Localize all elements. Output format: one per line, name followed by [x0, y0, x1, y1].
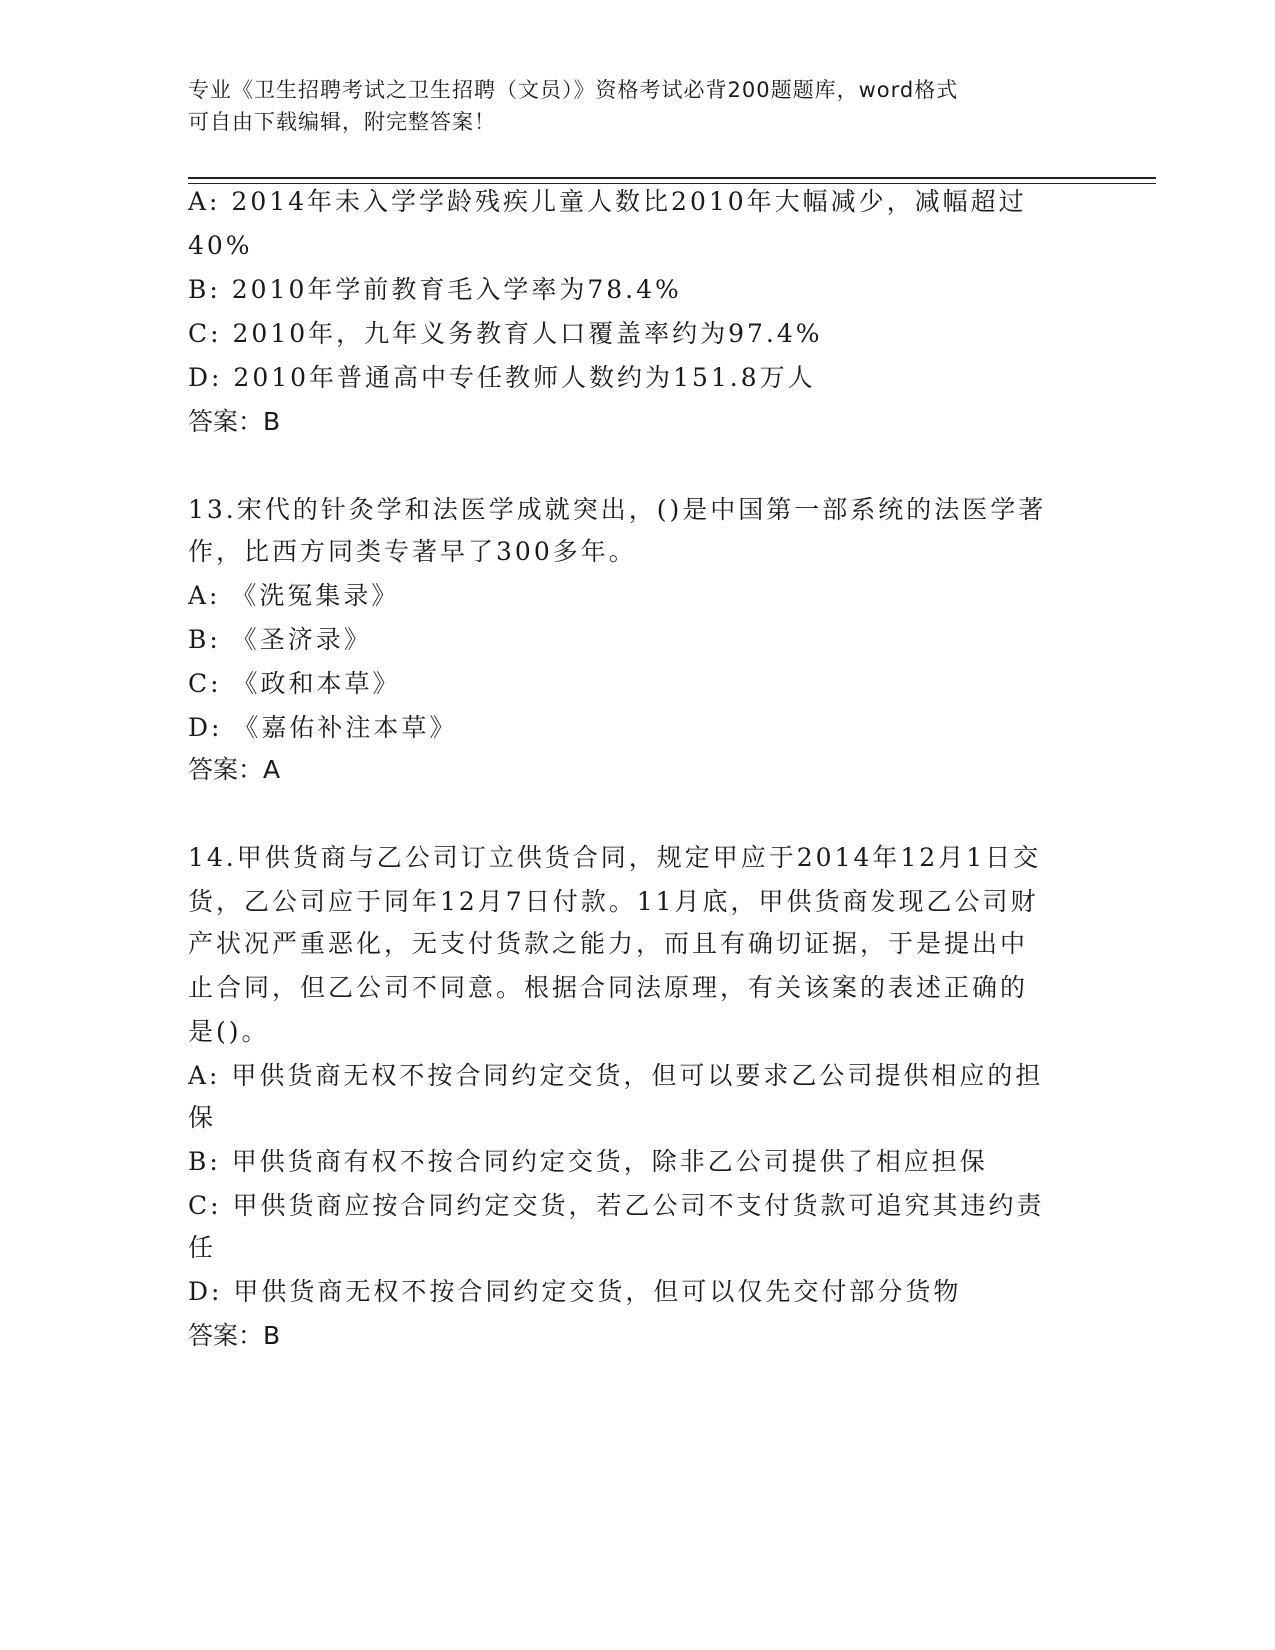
q14-stem-cont-3: 止合同，但乙公司不同意。根据合同法原理，有关该案的表述正确的	[188, 973, 1029, 1002]
header-rule-thick	[188, 177, 1156, 179]
q12-option-d: D: 2010年普通高中专任教师人数约为151.8万人	[188, 363, 816, 392]
document-header	[188, 74, 1068, 138]
q13-option-d: D: 《嘉佑补注本草》	[188, 713, 458, 742]
q12-option-b: B: 2010年学前教育毛入学率为78.4%	[188, 275, 682, 304]
q13-stem: 13.宋代的针灸学和法医学成就突出，()是中国第一部系统的法医学著	[188, 495, 1047, 524]
q14-stem-cont-1: 货，乙公司应于同年12月7日付款。11月底，甲供货商发现乙公司财	[188, 887, 1039, 916]
q14-option-d: D: 甲供货商无权不按合同约定交货，但可以仅先交付部分货物	[188, 1277, 962, 1306]
q13-stem-cont: 作，比西方同类专著早了300多年。	[188, 537, 637, 566]
q14-option-a-cont: 保	[188, 1103, 217, 1132]
q12-option-a-cont: 40%	[188, 231, 253, 260]
q14-stem-cont-2: 产状况严重恶化，无支付货款之能力，而且有确切证据，于是提出中	[188, 929, 1029, 958]
q14-option-c-cont: 任	[188, 1233, 217, 1262]
q13-answer: 答案：A	[188, 755, 281, 784]
q14-option-a: A: 甲供货商无权不按合同约定交货，但可以要求乙公司提供相应的担	[188, 1061, 1044, 1090]
q14-stem: 14.甲供货商与乙公司订立供货合同，规定甲应于2014年12月1日交	[188, 843, 1042, 872]
q12-option-a: A: 2014年未入学学龄残疾儿童人数比2010年大幅减少，减幅超过	[188, 187, 1027, 216]
q13-option-a: A: 《洗冤集录》	[188, 581, 400, 610]
q12-option-c: C: 2010年，九年义务教育人口覆盖率约为97.4%	[188, 319, 823, 348]
q13-option-c: C: 《政和本草》	[188, 669, 401, 698]
header-title-line-2: 可自由下载编辑，附完整答案！	[188, 110, 496, 134]
q14-option-b: B: 甲供货商有权不按合同约定交货，除非乙公司提供了相应担保	[188, 1147, 988, 1176]
q14-stem-cont-4: 是()。	[188, 1017, 270, 1046]
header-rule-thin	[188, 183, 1156, 184]
header-title-line-1: 专业《卫生招聘考试之卫生招聘（文员）》资格考试必背200题题库，word格式	[188, 78, 959, 102]
q13-option-b: B: 《圣济录》	[188, 625, 372, 654]
q14-answer: 答案：B	[188, 1321, 281, 1350]
q12-answer: 答案：B	[188, 407, 281, 436]
q14-option-c: C: 甲供货商应按合同约定交货，若乙公司不支付货款可追究其违约责	[188, 1191, 1045, 1220]
